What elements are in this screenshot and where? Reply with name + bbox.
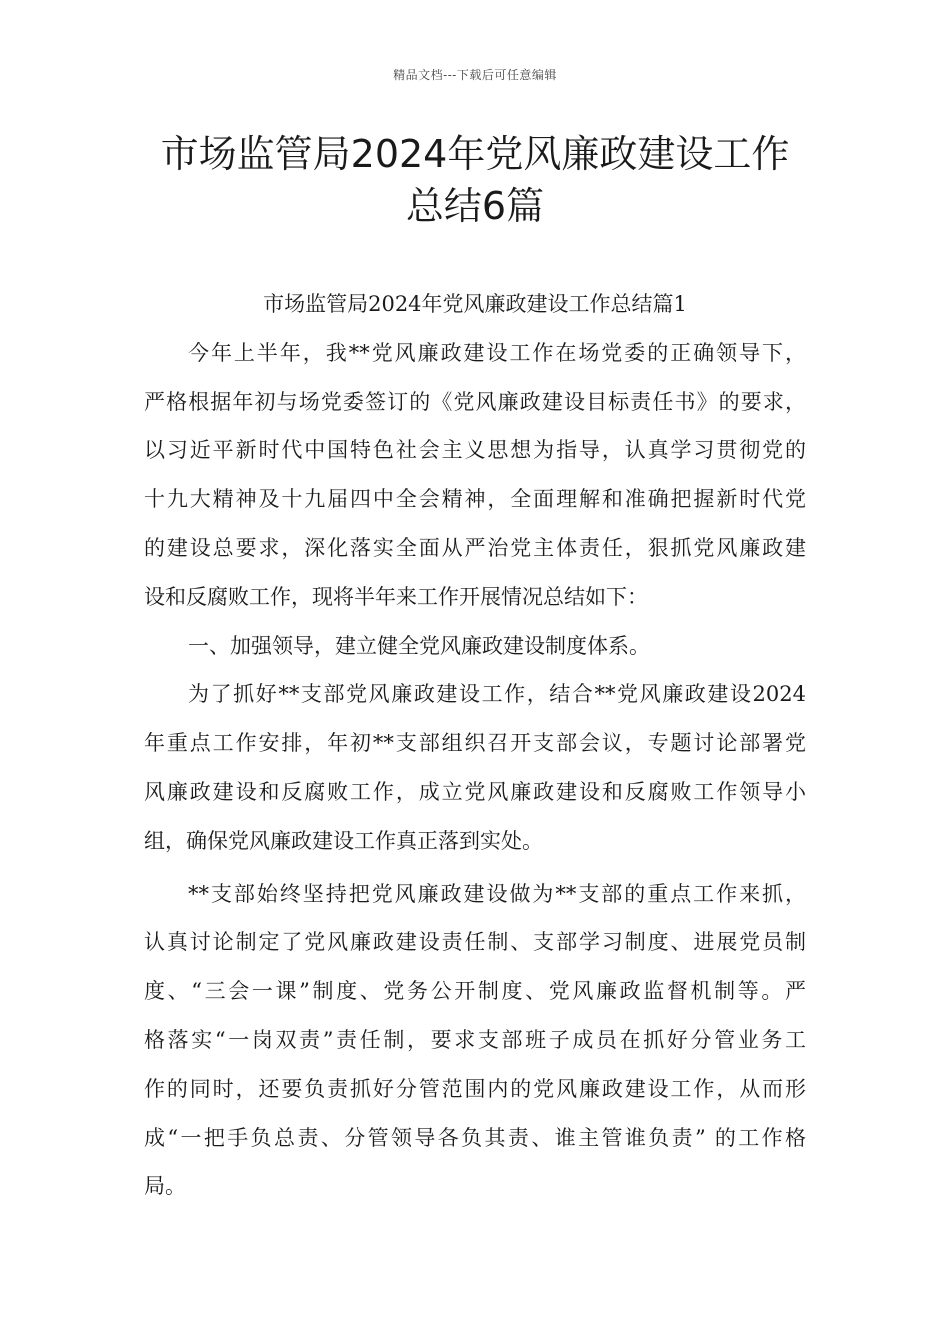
paragraph-line: 局。 [144,1174,186,1199]
paragraph-line: 作的同时，还要负责抓好分管范围内的党风廉政建设工作，从而形 [144,1076,806,1101]
paragraph-4 [144,870,806,1212]
paragraph-line: 以习近平新时代中国特色社会主义思想为指导，认真学习贯彻党的 [144,438,806,463]
paragraph-line: 今年上半年，我**党风廉政建设工作在场党委的正确领导下， [188,340,806,365]
paragraph-1 [144,329,806,622]
paragraph-line: 为了抓好**支部党风廉政建设工作，结合**党风廉政建设2024 [188,682,806,707]
paragraph-line: 一、加强领导，建立健全党风廉政建设制度体系。 [188,633,650,658]
paragraph-line: 设和反腐败工作，现将半年来工作开展情况总结如下： [144,584,648,609]
paragraph-line: 成“一把手负总责、分管领导各负其责、谁主管谁负责” 的工作格 [144,1125,806,1150]
paragraph-line: 风廉政建设和反腐败工作，成立党风廉政建设和反腐败工作领导小 [144,779,806,804]
document-title [100,128,850,232]
paragraph-line: 的建设总要求，深化落实全面从严治党主体责任，狠抓党风廉政建 [144,535,806,560]
paragraph-line: 年重点工作安排，年初**支部组织召开支部会议，专题讨论部署党 [144,731,806,756]
section-title: 市场监管局2024年党风廉政建设工作总结篇1 [263,292,687,316]
paragraph-line: **支部始终坚持把党风廉政建设做为**支部的重点工作来抓， [188,881,806,906]
paragraph-line: 十九大精神及十九届四中全会精神，全面理解和准确把握新时代党 [144,487,806,512]
document-title-line-1: 市场监管局2024年党风廉政建设工作 [160,132,790,176]
paragraph-line: 格落实“一岗双责”责任制，要求支部班子成员在抓好分管业务工 [144,1027,806,1052]
paragraph-line: 度、“三会一课”制度、党务公开制度、党风廉政监督机制等。严 [144,979,806,1004]
page-header: 精品文档---下载后可任意编辑 [393,68,557,82]
paragraph-line: 组，确保党风廉政建设工作真正落到实处。 [144,828,543,853]
document-title-line-2: 总结6篇 [405,184,545,228]
paragraph-line: 严格根据年初与场党委签订的《党风廉政建设目标责任书》的要求， [144,389,806,414]
document-body [144,280,806,1211]
paragraph-3 [144,670,806,865]
paragraph-line: 认真讨论制定了党风廉政建设责任制、支部学习制度、进展党员制 [144,930,806,955]
paragraph-2-heading [144,622,806,671]
